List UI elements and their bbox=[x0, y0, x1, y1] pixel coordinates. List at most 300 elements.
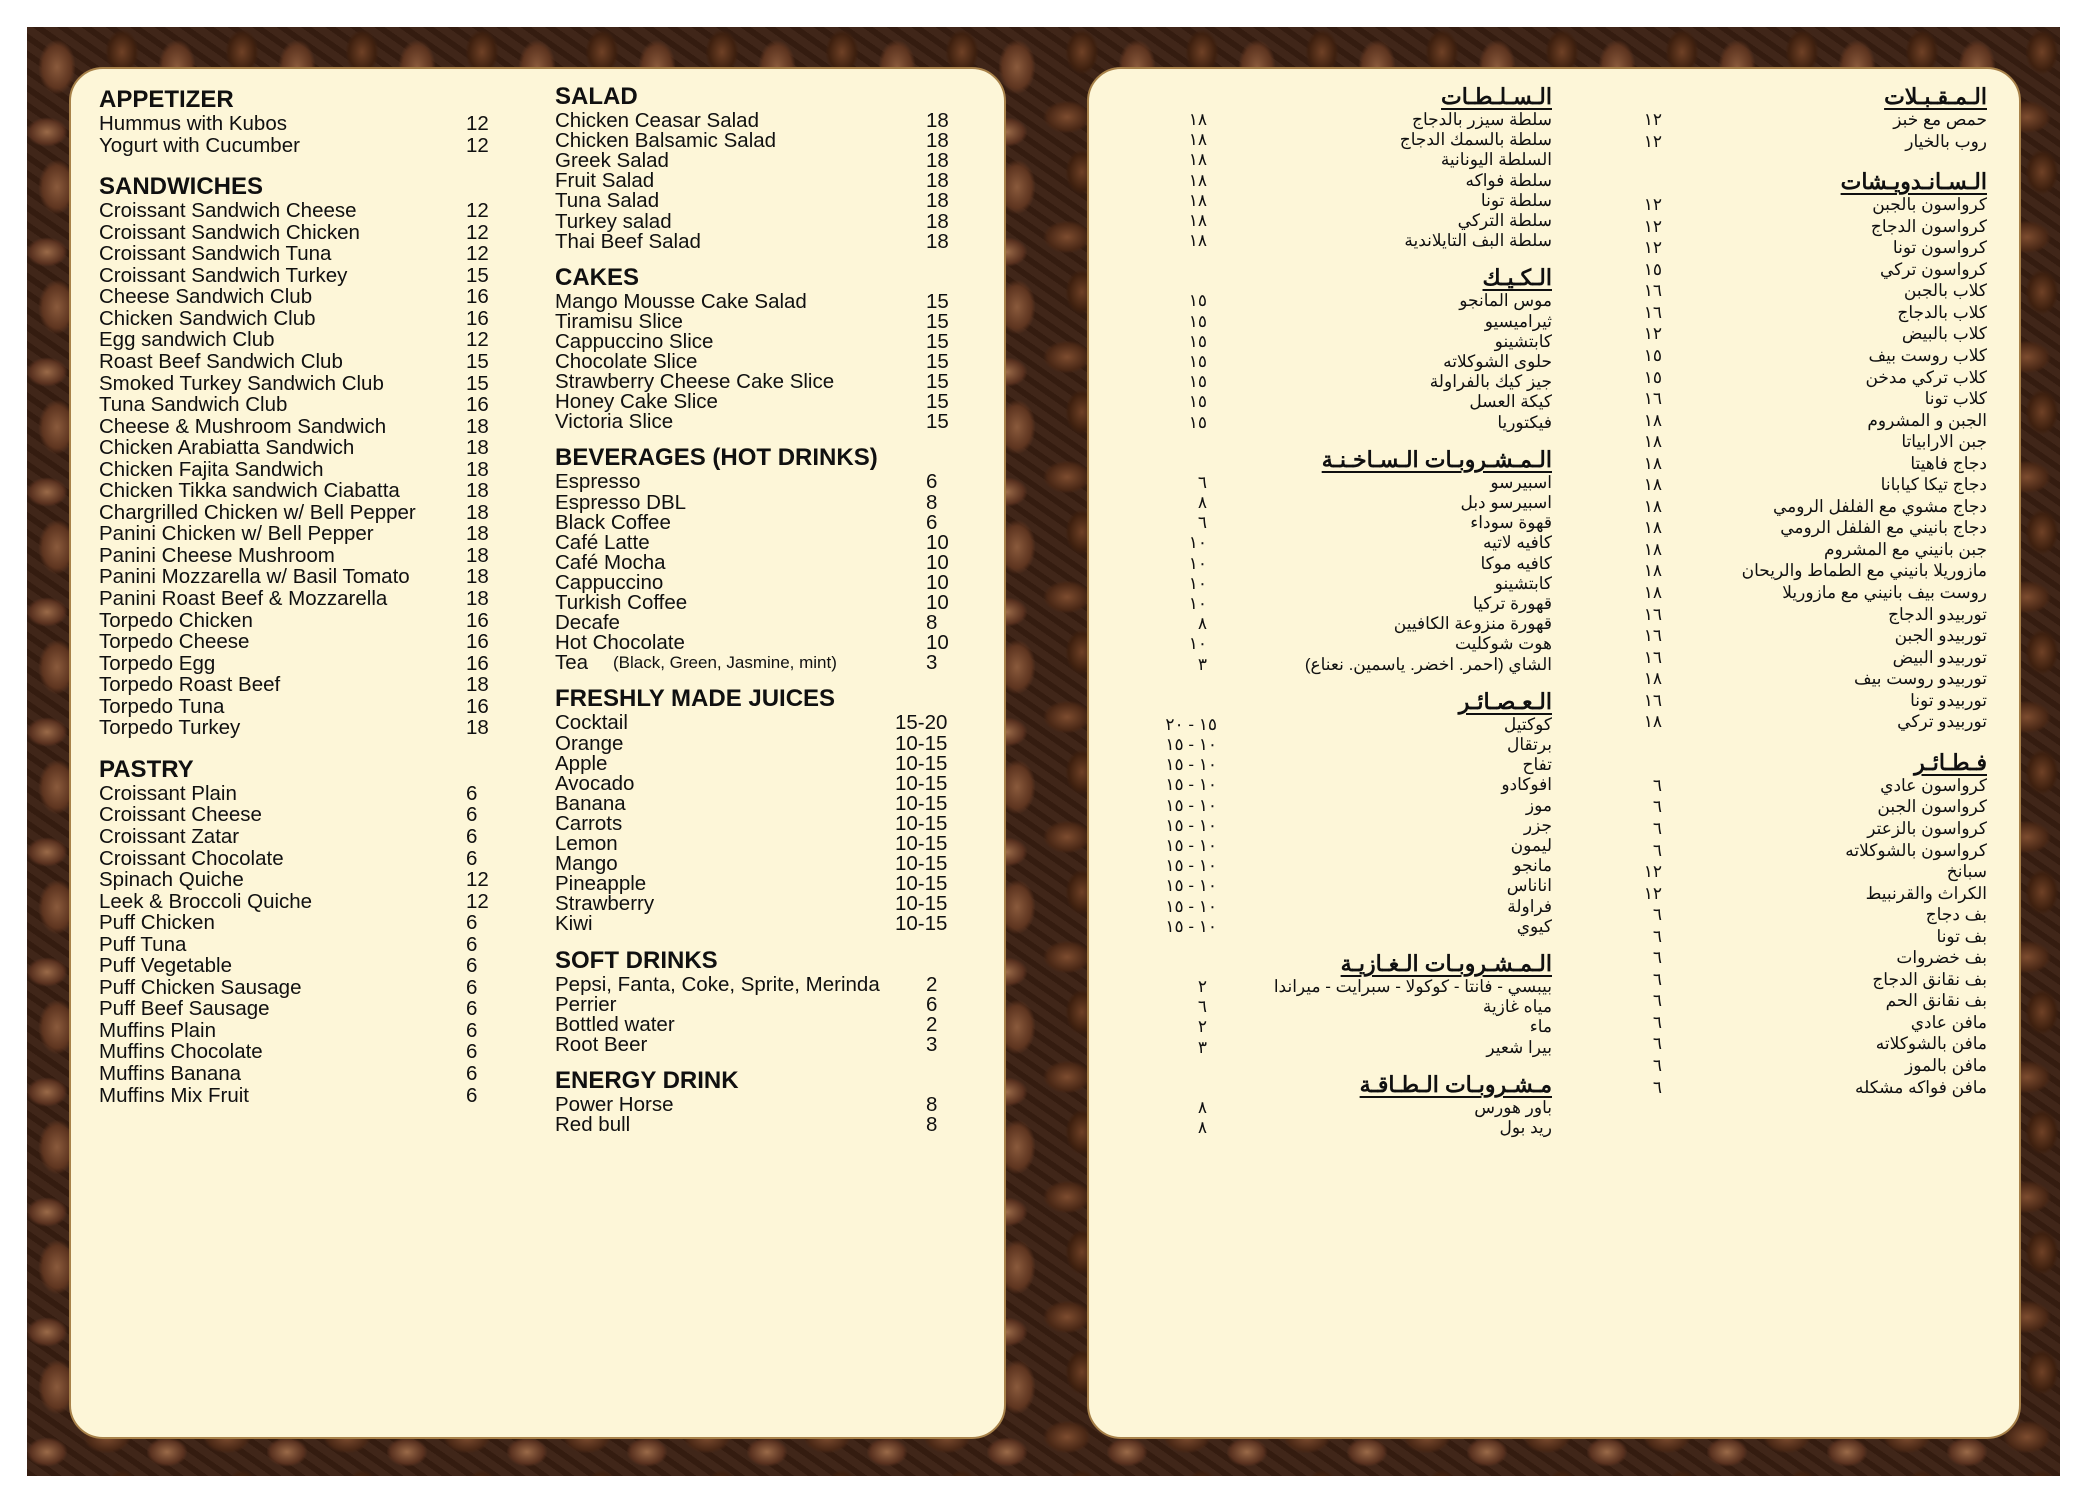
item-price: 15 bbox=[926, 350, 949, 373]
item-name: كرواسون تونا bbox=[1892, 238, 1987, 258]
item-price: 6 bbox=[466, 932, 478, 956]
item-name: الشاي (احمر. اخضر. ياسمين. نعناع) bbox=[1304, 654, 1552, 674]
item-price: ١٨ bbox=[1643, 669, 1662, 689]
item-price: ١٥ bbox=[1188, 291, 1207, 311]
item-price: 16 bbox=[466, 285, 489, 309]
item-price: 15 bbox=[466, 349, 489, 373]
item-name: Puff Chicken Sausage bbox=[99, 975, 302, 999]
item-name: دجاج بانيني مع الفلفل الرومي bbox=[1780, 518, 1987, 538]
item-price: ٨ bbox=[1197, 1097, 1207, 1117]
item-price: ١٠ - ١٥ bbox=[1165, 755, 1217, 775]
item-name: Banana bbox=[555, 791, 626, 815]
item-name: Torpedo Turkey bbox=[99, 716, 241, 740]
item-name: Tea bbox=[555, 651, 589, 675]
item-name: Black Coffee bbox=[555, 510, 671, 534]
item-name: كلاب بالجبن bbox=[1903, 281, 1987, 301]
item-name: مافن فواكه مشكله bbox=[1854, 1077, 1987, 1097]
item-price: 15 bbox=[466, 371, 489, 395]
item-price: 10 bbox=[926, 631, 949, 655]
item-name: كابتشينو bbox=[1494, 331, 1552, 351]
item-name: كيكة العسل bbox=[1469, 392, 1552, 412]
section-heading: FRESHLY MADE JUICES bbox=[555, 685, 836, 713]
item-price: 6 bbox=[466, 803, 478, 827]
item-price: ٦ bbox=[1652, 926, 1662, 946]
item-price: 15 bbox=[466, 263, 489, 287]
item-name: Honey Cake Slice bbox=[555, 390, 718, 414]
item-price: ١٨ bbox=[1188, 110, 1207, 129]
item-price: ١٨ bbox=[1643, 518, 1662, 538]
item-price: 18 bbox=[466, 479, 489, 503]
item-price: 15 bbox=[926, 329, 949, 353]
item-price: 12 bbox=[466, 889, 489, 913]
item-price: ١٥ bbox=[1643, 345, 1662, 365]
item-price: 6 bbox=[466, 1018, 478, 1042]
item-name: Chargrilled Chicken w/ Bell Pepper bbox=[99, 500, 416, 524]
item-name: Strawberry bbox=[555, 892, 655, 916]
item-name: Pepsi, Fanta, Coke, Sprite, Merinda bbox=[555, 972, 880, 996]
item-name: Muffins Mix Fruit bbox=[99, 1083, 249, 1107]
item-price: ١٠ - ١٥ bbox=[1165, 916, 1217, 936]
item-name: مافن بالشوكلاته bbox=[1875, 1034, 1987, 1054]
item-name: Torpedo Egg bbox=[99, 651, 216, 675]
item-name: هوت شوكليت bbox=[1454, 634, 1552, 654]
section-heading: الـمـشـروبـات الـسـاخـنـة bbox=[1321, 446, 1552, 472]
item-name: Puff Beef Sausage bbox=[99, 997, 270, 1021]
section-heading: الـسـلـطـات bbox=[1441, 84, 1552, 109]
item-name: Croissant Zatar bbox=[99, 824, 240, 848]
item-price: 18 bbox=[466, 673, 489, 697]
item-name: حلوى الشوكلاته bbox=[1443, 352, 1552, 371]
item-price: ١٥ bbox=[1643, 259, 1662, 279]
item-price: 16 bbox=[466, 694, 489, 718]
item-price: 6 bbox=[466, 1083, 478, 1107]
item-price: ١٥ bbox=[1188, 331, 1207, 351]
item-name: Greek Salad bbox=[555, 149, 669, 173]
item-price: 8 bbox=[926, 611, 938, 635]
item-name: سلطة البف التايلاندية bbox=[1404, 231, 1552, 251]
item-name: توربيدو الدجاج bbox=[1888, 604, 1987, 624]
item-name: دجاج تيكا كيابانا bbox=[1880, 475, 1987, 495]
item-name: Tuna Sandwich Club bbox=[99, 393, 288, 417]
item-price: 15 bbox=[926, 370, 949, 394]
item-name: سلطة تونا bbox=[1480, 190, 1552, 210]
section-heading: فـطـائـر bbox=[1914, 749, 1987, 775]
item-name: مياه غازية bbox=[1482, 997, 1552, 1017]
item-price: 6 bbox=[466, 975, 478, 999]
section-heading: CAKES bbox=[555, 263, 640, 291]
item-name: Chicken Fajita Sandwich bbox=[99, 457, 324, 481]
item-price: 16 bbox=[466, 630, 489, 654]
item-name: Chicken Sandwich Club bbox=[99, 306, 316, 330]
item-price: 6 bbox=[466, 954, 478, 978]
section-heading: SANDWICHES bbox=[99, 173, 264, 201]
item-price: ١٦ bbox=[1643, 281, 1662, 301]
item-name: جبن الارابياتا bbox=[1901, 432, 1987, 452]
item-price: ١٨ bbox=[1188, 150, 1207, 170]
item-name: Puff Tuna bbox=[99, 932, 187, 956]
item-name: Croissant Sandwich Chicken bbox=[99, 220, 360, 244]
item-name: Croissant Sandwich Cheese bbox=[99, 199, 357, 223]
item-note: (Black, Green, Jasmine, mint) bbox=[613, 653, 837, 673]
item-name: الكراث والقرنبيط bbox=[1865, 883, 1987, 903]
item-price: ١٢ bbox=[1643, 883, 1662, 903]
item-name: Panini Cheese Mushroom bbox=[99, 543, 335, 567]
item-price: ٦ bbox=[1652, 1056, 1662, 1075]
item-price: ١٨ bbox=[1188, 130, 1207, 150]
item-price: 6 bbox=[466, 1062, 478, 1085]
item-price: ١٢ bbox=[1643, 195, 1662, 215]
item-price: 18 bbox=[466, 522, 489, 546]
item-name: Chicken Ceasar Salad bbox=[555, 109, 759, 132]
item-price: 18 bbox=[926, 109, 949, 132]
item-price: ١٦ bbox=[1643, 626, 1662, 646]
item-price: 18 bbox=[926, 209, 949, 233]
item-name: Chicken Tikka sandwich Ciabatta bbox=[99, 479, 400, 503]
item-price: ١٨ bbox=[1643, 475, 1662, 495]
item-name: Root Beer bbox=[555, 1032, 648, 1056]
item-price: 16 bbox=[466, 306, 489, 330]
item-name: سلطة فواكه bbox=[1465, 170, 1552, 190]
item-price: 18 bbox=[926, 129, 949, 153]
item-price: ١٠ bbox=[1188, 533, 1207, 553]
item-name: اسبيرسو bbox=[1490, 472, 1552, 492]
item-price: ١٨ bbox=[1643, 410, 1662, 430]
item-name: توربيدو الجبن bbox=[1894, 626, 1987, 646]
item-price: 18 bbox=[466, 414, 489, 438]
item-price: ١٨ bbox=[1188, 170, 1207, 190]
item-name: السلطة اليونانية bbox=[1440, 150, 1552, 170]
item-name: سلطة سيزر بالدجاج bbox=[1411, 110, 1552, 129]
item-name: Orange bbox=[555, 731, 624, 755]
item-name: ثيراميسيو bbox=[1484, 311, 1552, 331]
item-price: ٢ bbox=[1197, 1017, 1207, 1037]
item-price: 15 bbox=[926, 390, 949, 414]
item-name: Bottled water bbox=[555, 1012, 675, 1036]
item-name: كابتشينو bbox=[1494, 573, 1552, 593]
item-name: Spinach Quiche bbox=[99, 868, 244, 892]
section-heading: الـعـصـائـر bbox=[1458, 688, 1552, 714]
item-name: Perrier bbox=[555, 992, 617, 1016]
item-price: 18 bbox=[466, 500, 489, 524]
item-name: Muffins Plain bbox=[99, 1018, 216, 1042]
section-heading: SOFT DRINKS bbox=[555, 946, 718, 974]
item-price: 18 bbox=[466, 436, 489, 460]
item-price: 16 bbox=[466, 651, 489, 675]
item-name: Café Mocha bbox=[555, 550, 666, 574]
item-name: ريد بول bbox=[1499, 1118, 1552, 1137]
item-name: Café Latte bbox=[555, 530, 650, 554]
item-price: ٦ bbox=[1652, 818, 1662, 838]
item-name: Turkey salad bbox=[555, 209, 672, 233]
item-name: حمص مع خبز bbox=[1893, 110, 1987, 129]
item-name: كرواسون بالجبن bbox=[1872, 195, 1987, 215]
item-name: Torpedo Cheese bbox=[99, 630, 250, 654]
item-name: Cappuccino Slice bbox=[555, 329, 714, 353]
item-price: ٦ bbox=[1197, 997, 1207, 1017]
item-name: جيز كيك بالفراولة bbox=[1429, 372, 1552, 392]
item-price: ١٠ bbox=[1188, 634, 1207, 654]
item-name: قهورة منزوعة الكافيين bbox=[1393, 614, 1552, 634]
item-name: جزر bbox=[1523, 815, 1552, 835]
item-price: ٦ bbox=[1652, 1012, 1662, 1032]
item-price: ١٥ - ٢٠ bbox=[1165, 714, 1217, 734]
item-price: ٦ bbox=[1197, 513, 1207, 533]
item-price: ٦ bbox=[1652, 969, 1662, 989]
item-price: ١٦ bbox=[1643, 389, 1662, 409]
item-name: Smoked Turkey Sandwich Club bbox=[99, 371, 384, 395]
section-heading: SALAD bbox=[555, 83, 638, 110]
item-price: 6 bbox=[926, 470, 938, 494]
item-name: Thai Beef Salad bbox=[555, 229, 701, 253]
item-price: ٦ bbox=[1652, 1034, 1662, 1054]
item-name: روب بالخيار bbox=[1905, 131, 1987, 151]
item-name: مافن بالموز bbox=[1905, 1056, 1987, 1075]
item-price: ١٠ - ١٥ bbox=[1165, 876, 1217, 896]
item-price: ٦ bbox=[1652, 991, 1662, 1011]
item-name: Hot Chocolate bbox=[555, 631, 685, 655]
item-name: Torpedo Tuna bbox=[99, 694, 225, 718]
item-name: توربيدو تركي bbox=[1897, 712, 1987, 732]
section-heading: الـمـشـروبـات الـغـازيـة bbox=[1340, 951, 1552, 976]
item-price: 6 bbox=[466, 997, 478, 1021]
item-price: 8 bbox=[926, 1092, 938, 1116]
item-name: Leek & Broccoli Quiche bbox=[99, 889, 313, 913]
item-price: ١٨ bbox=[1188, 211, 1207, 230]
item-name: Pineapple bbox=[555, 872, 647, 896]
item-name: توربيدو روست بيف bbox=[1854, 669, 1987, 689]
item-name: دجاج فاهيتا bbox=[1910, 453, 1987, 473]
item-name: Power Horse bbox=[555, 1092, 674, 1116]
item-price: ١٥ bbox=[1188, 311, 1207, 331]
item-name: Tiramisu Slice bbox=[555, 309, 683, 333]
section-heading: الـسـانـدويـشات bbox=[1840, 169, 1987, 195]
item-name: تفاح bbox=[1522, 755, 1552, 775]
item-price: 12 bbox=[466, 328, 489, 352]
item-price: ١٠ - ١٥ bbox=[1165, 735, 1217, 754]
item-price: 8 bbox=[926, 1113, 938, 1136]
item-name: Cappuccino bbox=[555, 570, 664, 594]
item-price: ٦ bbox=[1652, 840, 1662, 860]
item-name: Tuna Salad bbox=[555, 189, 660, 213]
item-price: ١٦ bbox=[1643, 690, 1662, 710]
item-name: بيبسي - فانتا - كوكولا - سبرايت - ميراندا bbox=[1273, 977, 1552, 996]
item-price: ١٦ bbox=[1643, 604, 1662, 624]
item-price: ١٨ bbox=[1643, 583, 1662, 602]
item-name: كافيه لاتيه bbox=[1482, 533, 1552, 553]
item-price: 2 bbox=[926, 1012, 938, 1036]
item-name: جبن بانيني مع المشروم bbox=[1824, 539, 1987, 559]
item-price: 18 bbox=[926, 149, 949, 173]
item-name: Hummus with Kubos bbox=[99, 112, 287, 135]
item-name: كوكتيل bbox=[1503, 714, 1552, 734]
item-name: كرواسون بالزعتر bbox=[1867, 818, 1987, 838]
item-price: ١٥ bbox=[1643, 367, 1662, 387]
section-heading: APPETIZER bbox=[99, 86, 234, 113]
item-price: ١٠ - ١٥ bbox=[1165, 775, 1217, 795]
item-name: كلاب تركي مدخن bbox=[1865, 367, 1987, 387]
item-price: ٨ bbox=[1197, 1118, 1207, 1137]
item-name: Muffins Chocolate bbox=[99, 1040, 263, 1064]
item-price: 18 bbox=[926, 229, 949, 253]
item-price: ١٠ - ١٥ bbox=[1165, 856, 1217, 876]
item-price: ١٨ bbox=[1188, 190, 1207, 210]
item-name: Mango bbox=[555, 852, 618, 876]
item-price: ٣ bbox=[1197, 654, 1207, 674]
item-price: 15 bbox=[926, 289, 949, 313]
item-price: ١٨ bbox=[1643, 496, 1662, 516]
item-price: 10 bbox=[926, 530, 949, 554]
item-price: ١٢ bbox=[1643, 862, 1662, 882]
section-heading: مـشـروبـات الـطـاقـة bbox=[1359, 1071, 1552, 1097]
item-name: Turkish Coffee bbox=[555, 591, 688, 614]
item-price: 12 bbox=[466, 199, 489, 223]
item-price: 18 bbox=[926, 189, 949, 213]
item-price: 6 bbox=[926, 992, 938, 1016]
item-name: Cocktail bbox=[555, 711, 628, 735]
item-price: 16 bbox=[466, 608, 489, 632]
item-price: 10-15 bbox=[895, 811, 948, 835]
item-name: Avocado bbox=[555, 771, 635, 795]
item-price: ١٠ - ١٥ bbox=[1165, 815, 1217, 835]
item-name: كلاب تونا bbox=[1924, 389, 1987, 409]
item-price: ٣ bbox=[1197, 1037, 1207, 1057]
item-price: ١٢ bbox=[1643, 131, 1662, 151]
item-name: كافيه موكا bbox=[1480, 553, 1552, 573]
item-name: Cheese & Mushroom Sandwich bbox=[99, 414, 387, 438]
item-name: Apple bbox=[555, 751, 608, 775]
item-name: الجبن و المشروم bbox=[1867, 410, 1987, 430]
item-price: ١٢ bbox=[1643, 238, 1662, 258]
item-price: ١٥ bbox=[1188, 372, 1207, 392]
item-name: Puff Vegetable bbox=[99, 954, 232, 978]
item-name: Croissant Sandwich Turkey bbox=[99, 263, 348, 287]
item-name: كرواسون بالشوكلاته bbox=[1845, 840, 1987, 860]
item-name: Cheese Sandwich Club bbox=[99, 285, 313, 309]
item-name: Yogurt with Cucumber bbox=[99, 133, 300, 157]
item-price: 6 bbox=[466, 824, 478, 848]
item-name: بف نقانق الحم bbox=[1885, 991, 1987, 1011]
item-price: 6 bbox=[466, 1040, 478, 1064]
item-price: ١٢ bbox=[1643, 324, 1662, 344]
item-price: 10-15 bbox=[895, 832, 948, 855]
item-price: ٦ bbox=[1652, 1077, 1662, 1097]
item-price: 15 bbox=[926, 309, 949, 333]
item-name: Chicken Arabiatta Sandwich bbox=[99, 436, 355, 460]
item-name: Chicken Balsamic Salad bbox=[555, 129, 777, 153]
item-name: سلطة بالسمك الدجاج bbox=[1399, 130, 1552, 150]
item-name: Espresso DBL bbox=[555, 490, 687, 514]
item-price: ١٠ - ١٥ bbox=[1165, 896, 1217, 916]
item-price: ١٨ bbox=[1643, 561, 1662, 581]
item-price: ١٨ bbox=[1643, 712, 1662, 732]
item-name: Egg sandwich Club bbox=[99, 328, 275, 352]
item-name: Panini Mozzarella w/ Basil Tomato bbox=[99, 565, 410, 589]
item-price: ١٠ bbox=[1188, 573, 1207, 593]
item-name: كرواسون الجبن bbox=[1877, 797, 1987, 817]
item-name: Croissant Sandwich Tuna bbox=[99, 242, 332, 266]
item-name: Panini Roast Beef & Mozzarella bbox=[99, 587, 388, 610]
item-name: Strawberry Cheese Cake Slice bbox=[555, 370, 835, 394]
item-name: بف نقانق الدجاج bbox=[1872, 969, 1987, 989]
item-price: 6 bbox=[466, 846, 478, 870]
item-price: 10-15 bbox=[895, 872, 948, 896]
item-name: Croissant Plain bbox=[99, 781, 237, 805]
item-price: 15 bbox=[926, 410, 949, 434]
item-price: ١٠ - ١٥ bbox=[1165, 795, 1217, 815]
item-price: 18 bbox=[466, 457, 489, 481]
item-name: اسبيرسو دبل bbox=[1460, 493, 1552, 512]
item-name: باور هورس bbox=[1474, 1097, 1552, 1117]
item-price: ١٠ bbox=[1188, 594, 1207, 613]
item-price: 3 bbox=[926, 1032, 938, 1056]
item-name: Muffins Banana bbox=[99, 1062, 242, 1085]
section-heading: الـكـيـك bbox=[1482, 265, 1552, 291]
item-name: كرواسون الدجاج bbox=[1870, 216, 1987, 236]
item-price: 18 bbox=[466, 587, 489, 610]
item-name: Croissant Cheese bbox=[99, 803, 262, 827]
item-price: ٦ bbox=[1652, 948, 1662, 968]
item-name: مازوريلا بانيني مع الطماط والريحان bbox=[1741, 561, 1987, 581]
item-name: ليمون bbox=[1510, 836, 1552, 855]
item-price: 18 bbox=[466, 716, 489, 740]
item-price: 6 bbox=[466, 781, 478, 805]
item-name: سلطة التركي bbox=[1457, 211, 1552, 230]
item-name: كيوي bbox=[1516, 916, 1552, 936]
item-name: توربيدو تونا bbox=[1910, 690, 1987, 710]
item-name: قهوة سوداء bbox=[1470, 513, 1552, 533]
item-name: فراولة bbox=[1507, 896, 1552, 916]
item-price: 10 bbox=[926, 550, 949, 574]
item-name: سبانخ bbox=[1946, 862, 1987, 882]
item-price: ١٠ - ١٥ bbox=[1165, 836, 1217, 855]
item-name: كلاب بالبيض bbox=[1901, 324, 1987, 344]
item-price: 10-15 bbox=[895, 892, 948, 916]
item-name: Puff Chicken bbox=[99, 911, 215, 935]
item-price: 6 bbox=[926, 510, 938, 534]
item-price: 12 bbox=[466, 868, 489, 892]
item-price: 18 bbox=[466, 565, 489, 589]
item-price: 10-15 bbox=[895, 791, 948, 815]
item-name: Chocolate Slice bbox=[555, 350, 698, 373]
item-price: 2 bbox=[926, 972, 938, 996]
section-heading: الـمـقـبـلات bbox=[1884, 84, 1987, 109]
item-price: 12 bbox=[466, 133, 489, 157]
item-price: ١٨ bbox=[1643, 432, 1662, 452]
item-name: Red bull bbox=[555, 1113, 631, 1136]
item-name: مانجو bbox=[1513, 856, 1552, 876]
item-price: 3 bbox=[926, 651, 938, 675]
section-heading: PASTRY bbox=[99, 755, 194, 783]
item-name: بف دجاج bbox=[1925, 905, 1987, 925]
item-price: 10-15 bbox=[895, 912, 948, 936]
item-price: ٦ bbox=[1652, 775, 1662, 795]
item-name: برتقال bbox=[1507, 735, 1552, 754]
item-price: 15-20 bbox=[895, 711, 948, 735]
item-price: 6 bbox=[466, 911, 478, 935]
item-name: بف تونا bbox=[1936, 926, 1987, 946]
item-name: كلاب روست بيف bbox=[1868, 345, 1987, 365]
item-price: 12 bbox=[466, 112, 489, 135]
item-name: اناناس bbox=[1506, 876, 1552, 896]
item-price: 10-15 bbox=[895, 731, 948, 755]
item-price: 10 bbox=[926, 591, 949, 614]
item-price: ١٦ bbox=[1643, 302, 1662, 322]
item-price: 12 bbox=[466, 220, 489, 244]
item-price: ٢ bbox=[1197, 977, 1207, 996]
item-price: ٨ bbox=[1197, 493, 1207, 512]
item-price: ١٨ bbox=[1643, 453, 1662, 473]
item-price: ٦ bbox=[1652, 797, 1662, 817]
